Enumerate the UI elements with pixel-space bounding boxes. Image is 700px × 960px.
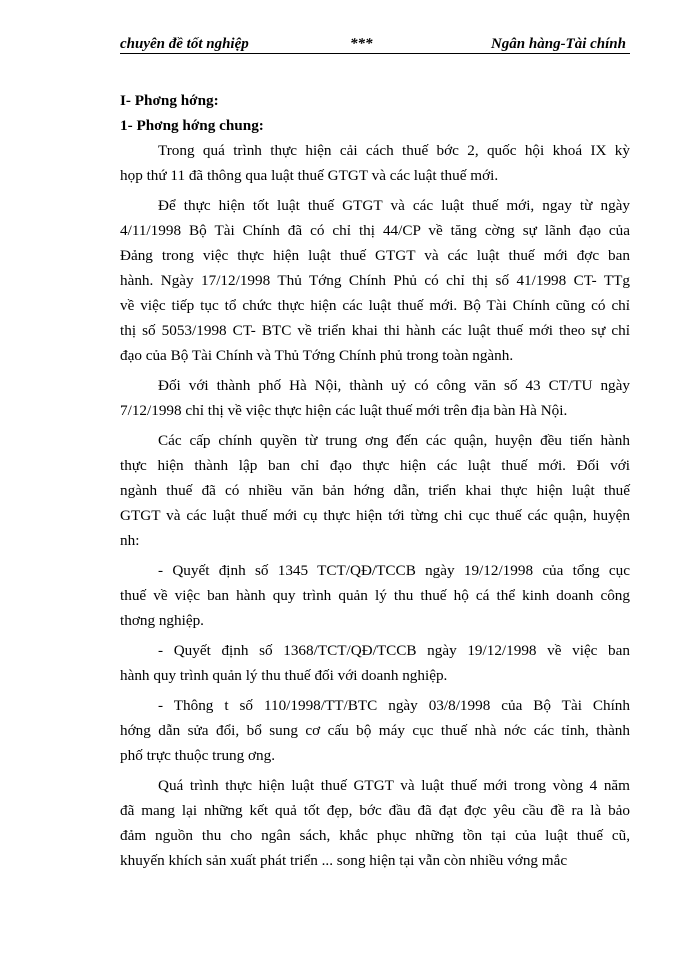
paragraph-line: Để thực hiện tốt luật thuế GTGT và các luật thuế mới, ngay từ ngày — [158, 197, 630, 214]
paragraph-line: thị số 5053/1998 CT- BTC về triển khai thi hành các luật thuế mới theo sự chỉ — [120, 322, 630, 339]
paragraph-line: đảm nguồn thu cho ngân sách, khắc phục những tồn tại của luật thuế cũ, — [120, 827, 630, 844]
paragraph-line: GTGT và các luật thuế mới cụ thực hiện tới từng chi cục thuế các quận, huyện — [120, 507, 630, 524]
paragraph-line: - Quyết định số 1345 TCT/QĐ/TCCB ngày 19/12/1998 của tổng cục — [158, 562, 630, 579]
paragraph — [120, 373, 630, 423]
paragraph-line: đạo của Bộ Tài Chính và Thủ Tớng Chính phủ trong toàn ngành. — [120, 347, 514, 364]
paragraph-line: Đối với thành phố Hà Nội, thành uỷ có công văn số 43 CT/TU ngày — [158, 377, 630, 394]
paragraph-line: hành. Ngày 17/12/1998 Thủ Tớng Chính Phủ có chỉ thị số 41/1998 CT- TTg — [120, 272, 630, 289]
paragraph-list — [120, 138, 630, 873]
paragraph-line: ngành thuế đã có nhiều văn bản hớng dẫn, triển khai thực hiện luật thuế — [120, 482, 630, 499]
paragraph-line: Trong quá trình thực hiện cải cách thuế bớc 2, quốc hội khoá IX kỳ — [158, 142, 630, 159]
paragraph — [120, 558, 630, 633]
paragraph-line: hành quy trình quản lý thu thuế đối với doanh nghiệp. — [120, 667, 448, 684]
paragraph-line: - Thông t số 110/1998/TT/BTC ngày 03/8/1998 của Bộ Tài Chính — [158, 697, 630, 714]
paragraph-line: thơng nghiệp. — [120, 612, 204, 629]
header-left-text: chuyên đề tốt nghiệp — [120, 36, 249, 52]
header-right-text: Ngân hàng-Tài chính — [490, 36, 626, 52]
paragraph-line: Quá trình thực hiện luật thuế GTGT và luật thuế mới trong vòng 4 năm — [158, 777, 630, 794]
header-center-text: *** — [350, 36, 373, 52]
paragraph-line: thực hiện thành lập ban chỉ đạo thực hiện các luật thuế mới. Đối với — [120, 457, 630, 474]
paragraph-line: Các cấp chính quyền từ trung ơng đến các quận, huyện đều tiến hành — [158, 432, 630, 449]
document-body — [120, 88, 630, 873]
subsection-heading: 1- Phơng hớng chung: — [120, 117, 264, 134]
paragraph — [120, 428, 630, 553]
paragraph-line: 4/11/1998 Bộ Tài Chính đã có chỉ thị 44/CP về tăng cờng sự lãnh đạo của — [120, 222, 630, 239]
paragraph — [120, 773, 630, 873]
paragraph — [120, 638, 630, 688]
page-header — [120, 35, 630, 54]
paragraph-line: thuế về việc ban hành quy trình quản lý thu thuế hộ cá thể kinh doanh công — [120, 587, 630, 604]
paragraph-line: nh: — [120, 532, 140, 549]
paragraph-line: - Quyết định số 1368/TCT/QĐ/TCCB ngày 19/12/1998 về việc ban — [158, 642, 630, 659]
paragraph-line: hớng dẫn sửa đổi, bổ sung cơ cấu bộ máy cục thuế nhà nớc các tỉnh, thành — [120, 722, 630, 739]
paragraph-line: họp thứ 11 đã thông qua luật thuế GTGT và các luật thuế mới. — [120, 167, 499, 184]
paragraph — [120, 138, 630, 188]
paragraph-line: phố trực thuộc trung ơng. — [120, 747, 276, 764]
paragraph-line: Đảng trong việc thực hiện luật thuế GTGT và các luật thuế mới đợc ban — [120, 247, 630, 264]
paragraph-line: đã mang lại những kết quả tốt đẹp, bớc đầu đã đạt đợc yêu cầu đề ra là bảo — [120, 802, 630, 819]
paragraph-line: về việc tiếp tục tổ chức thực hiện các luật thuế mới. Bộ Tài Chính cũng có chỉ — [120, 297, 630, 314]
paragraph-line: khuyến khích sản xuất phát triển ... song hiện tại vẫn còn nhiều vớng mắc — [120, 852, 568, 869]
section-heading: I- Phơng hớng: — [120, 92, 219, 109]
paragraph — [120, 693, 630, 768]
paragraph — [120, 193, 630, 368]
paragraph-line: 7/12/1998 chỉ thị về việc thực hiện các luật thuế mới trên địa bàn Hà Nội. — [120, 402, 568, 419]
